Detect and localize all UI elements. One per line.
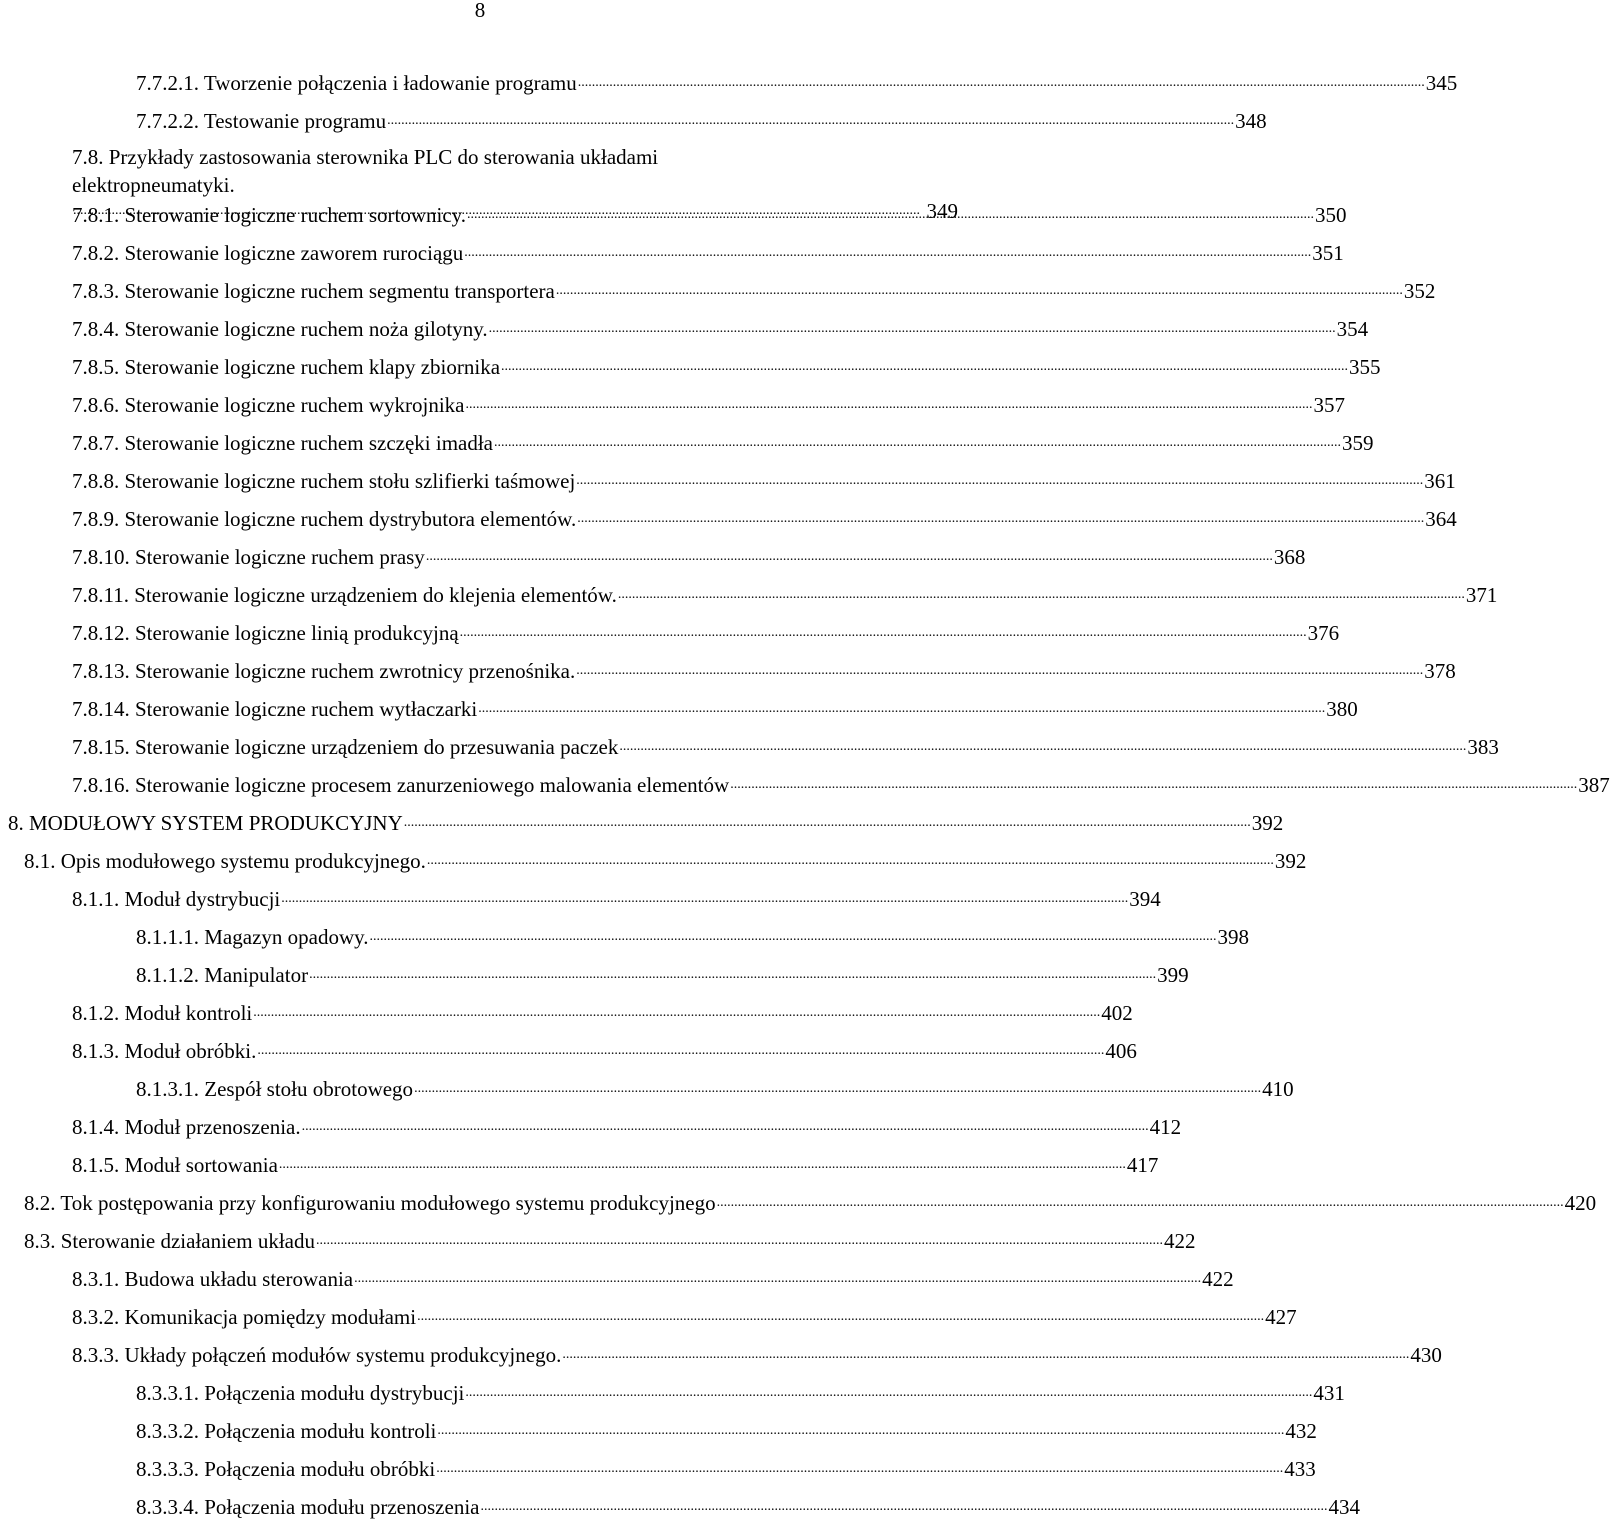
dot-leader — [437, 1424, 1284, 1438]
toc-entry-number: 8.3.1. — [72, 1267, 120, 1291]
toc-entry-number: 8.3. — [24, 1229, 56, 1253]
toc-entry-page: 376 — [1307, 621, 1340, 645]
toc-entry-number: 8.1.3.1. — [136, 1077, 199, 1101]
dot-leader — [618, 588, 1465, 602]
toc-entry-text: Zespół stołu obrotowego — [204, 1077, 414, 1101]
toc-entry-title — [24, 1228, 315, 1254]
toc-entry-text: Tworzenie połączenia i ładowanie programu — [203, 71, 577, 95]
toc-entry-number: 8.3.3.2. — [136, 1419, 199, 1443]
toc-entry-title — [72, 1114, 301, 1140]
toc-entry-number: 8.1.3. — [72, 1039, 120, 1063]
toc-entry-title — [72, 278, 555, 304]
toc-entry-text: Przykłady zastosowania sterownika PLC do sterowania układami — [108, 145, 659, 169]
toc-entry-text: Magazyn opadowy. — [204, 925, 369, 949]
toc-entry-number: 8.3.3.3. — [136, 1457, 199, 1481]
toc-entry[interactable] — [72, 882, 1161, 912]
dot-leader — [501, 360, 1348, 374]
toc-entry-page: 387 — [1578, 773, 1610, 797]
toc-entry-page: 349 — [926, 199, 958, 223]
toc-entry-number: 7.8.4. — [72, 317, 120, 341]
toc-entry[interactable] — [72, 578, 1498, 608]
toc-entry[interactable] — [72, 350, 1381, 380]
dot-leader — [478, 702, 1325, 716]
toc-entry-number: 7.8.11. — [72, 583, 129, 607]
toc-entry-title — [136, 962, 308, 988]
toc-entry[interactable] — [72, 1148, 1159, 1178]
toc-entry-number: 7.8.3. — [72, 279, 120, 303]
toc-entry-page: 430 — [1410, 1343, 1442, 1367]
toc-entry-number: 7.7.2.1. — [136, 71, 199, 95]
toc-entry-number: 7.8.9. — [72, 507, 120, 531]
toc-entry-page: 392 — [1251, 811, 1284, 835]
toc-entry-number: 8.1.5. — [72, 1153, 120, 1177]
toc-entry-text: Sterowanie działaniem układu — [60, 1229, 315, 1253]
toc-entry-page: 399 — [1157, 963, 1189, 987]
toc-entry-number: 7.8.5. — [72, 355, 120, 379]
toc-entry-number: 7.8.2. — [72, 241, 120, 265]
toc-entry-title — [8, 810, 403, 836]
toc-entry-title — [72, 772, 729, 798]
toc-entry-text: Sterowanie logiczne urządzeniem do przesuwania paczek — [135, 735, 619, 759]
toc-entry-text: Tok postępowania przy konfigurowaniu modułowego systemu produkcyjnego — [60, 1191, 716, 1215]
toc-entry-text: Sterowanie logiczne ruchem dystrybutora elementów. — [124, 507, 577, 531]
toc-entry-text: Moduł przenoszenia. — [124, 1115, 301, 1139]
toc-entry-text: Moduł dystrybucji — [124, 887, 281, 911]
toc-entry[interactable] — [24, 1186, 1597, 1216]
toc-entry-text: Sterowanie logiczne ruchem szczęki imadła — [124, 431, 494, 455]
dot-leader — [464, 246, 1311, 260]
toc-entry-title — [136, 108, 386, 134]
toc-entry-title — [72, 620, 459, 646]
dot-leader — [370, 930, 1217, 944]
toc-entry[interactable] — [136, 1072, 1294, 1102]
toc-entry-text: Budowa układu sterowania — [124, 1267, 354, 1291]
toc-entry-title — [72, 696, 477, 722]
toc-entry-text-continuation: elektropneumatyki. — [72, 173, 235, 197]
toc-entry-text: Moduł sortowania — [124, 1153, 278, 1177]
toc-entry-page: 406 — [1105, 1039, 1137, 1063]
toc-entry-number: 8.1.1.2. — [136, 963, 199, 987]
dot-leader — [414, 1082, 1261, 1096]
toc-entry-title — [72, 354, 500, 380]
dot-leader — [480, 1500, 1327, 1514]
toc-entry-page: 383 — [1467, 735, 1499, 759]
dot-leader — [253, 1006, 1100, 1020]
toc-entry-text: Sterowanie logiczne procesem zanurzeniowego malowania elementów — [135, 773, 730, 797]
toc-entry-text: Moduł obróbki. — [124, 1039, 257, 1063]
dot-leader — [578, 76, 1425, 90]
dot-leader — [426, 550, 1273, 564]
toc-entry-text: Sterowanie logiczne ruchem noża gilotyny. — [124, 317, 488, 341]
toc-entry-page: 431 — [1313, 1381, 1345, 1405]
dot-leader — [309, 968, 1156, 982]
toc-entry-page: 427 — [1265, 1305, 1297, 1329]
toc-entry-page: 417 — [1126, 1153, 1159, 1177]
toc-entry[interactable] — [72, 1110, 1182, 1140]
toc-entry-number: 7.8.8. — [72, 469, 120, 493]
toc-entry[interactable] — [72, 1300, 1297, 1330]
dot-leader — [489, 322, 1336, 336]
toc-entry-page: 359 — [1342, 431, 1374, 455]
toc-entry-number: 7.8.6. — [72, 393, 120, 417]
toc-entry-text: Komunikacja pomiędzy modułami — [124, 1305, 417, 1329]
toc-entry-number: 7.8.10. — [72, 545, 130, 569]
dot-leader — [717, 1196, 1564, 1210]
toc-entry-text: Sterowanie logiczne zaworem rurociągu — [124, 241, 464, 265]
toc-entry-page: 352 — [1403, 279, 1436, 303]
toc-entry-page: 368 — [1273, 545, 1306, 569]
toc-entry[interactable] — [136, 1414, 1317, 1444]
toc-entry-number: 7.8.16. — [72, 773, 130, 797]
toc-entry-page: 380 — [1326, 697, 1358, 721]
dot-leader — [619, 740, 1466, 754]
toc-entry-title — [136, 1456, 435, 1482]
toc-entry[interactable] — [72, 464, 1456, 494]
toc-entry-page: 412 — [1149, 1115, 1182, 1139]
toc-entry-text: Sterowanie logiczne ruchem stołu szlifierki taśmowej — [124, 469, 576, 493]
dot-leader — [465, 1386, 1312, 1400]
toc-entry-number: 7.8.7. — [72, 431, 120, 455]
toc-entry-title — [72, 658, 575, 684]
toc-entry-number: 7.8.13. — [72, 659, 130, 683]
toc-entry[interactable] — [8, 806, 1284, 836]
toc-entry-title — [136, 924, 369, 950]
toc-entry-title — [72, 1038, 256, 1064]
toc-entry[interactable] — [72, 1338, 1442, 1368]
toc-entry[interactable] — [72, 768, 1610, 798]
toc-entry-text: Sterowanie logiczne ruchem sortownicy. — [124, 203, 467, 227]
toc-entry-title — [24, 1190, 716, 1216]
toc-entry-title — [72, 202, 466, 228]
dot-leader — [576, 474, 1423, 488]
toc-entry-title — [72, 430, 493, 456]
toc-entry-number: 7.8.14. — [72, 697, 130, 721]
toc-entry-number: 8.3.3.1. — [136, 1381, 199, 1405]
toc-entry-text: Sterowanie logiczne linią produkcyjną — [135, 621, 459, 645]
dot-leader — [354, 1272, 1201, 1286]
toc-entry-page: 371 — [1465, 583, 1498, 607]
toc-entry[interactable] — [72, 274, 1436, 304]
dot-leader — [302, 1120, 1149, 1134]
toc-entry[interactable] — [72, 730, 1499, 760]
toc-entry-number: 8.3.3.4. — [136, 1495, 199, 1519]
toc-entry[interactable] — [136, 66, 1458, 96]
toc-entry-number: 8.1.1. — [72, 887, 120, 911]
dot-leader — [562, 1348, 1409, 1362]
toc-entry-page: 420 — [1564, 1191, 1597, 1215]
dot-leader — [404, 816, 1251, 830]
toc-entry-page: 402 — [1101, 1001, 1133, 1025]
toc-entry-page: 378 — [1424, 659, 1456, 683]
toc-entry-page: 351 — [1312, 241, 1344, 265]
toc-entry-page: 354 — [1336, 317, 1369, 341]
toc-entry-text: Połączenia modułu przenoszenia — [204, 1495, 480, 1519]
toc-entry-number: 7.8.12. — [72, 621, 130, 645]
toc-entry-page: 361 — [1424, 469, 1456, 493]
toc-entry-page: 394 — [1129, 887, 1161, 911]
toc-entry-text: Sterowanie logiczne ruchem wykrojnika — [124, 393, 465, 417]
toc-entry[interactable] — [72, 1262, 1234, 1292]
toc-entry-title — [72, 392, 464, 418]
toc-entry-text: MODUŁOWY SYSTEM PRODUKCYJNY — [29, 811, 403, 835]
toc-entry[interactable] — [72, 692, 1358, 722]
toc-entry-page: 392 — [1274, 849, 1307, 873]
toc-entry-number: 7.8.1. — [72, 203, 120, 227]
dot-leader — [556, 284, 1403, 298]
dot-leader — [316, 1234, 1163, 1248]
toc-entry[interactable] — [72, 540, 1306, 570]
toc-entry-number: 8.2. — [24, 1191, 56, 1215]
dot-leader — [577, 512, 1424, 526]
toc-entry-title — [72, 316, 488, 342]
toc-entry-page: 410 — [1262, 1077, 1294, 1101]
toc-entry-title — [72, 582, 617, 608]
dot-leader — [387, 114, 1234, 128]
toc-entry[interactable] — [136, 1452, 1316, 1482]
dot-leader — [467, 208, 1314, 222]
toc-entry-number: 8.1.2. — [72, 1001, 120, 1025]
toc-entry[interactable] — [72, 1034, 1137, 1064]
toc-entry-number: 8.1.1.1. — [136, 925, 199, 949]
toc-entry[interactable] — [136, 920, 1250, 950]
toc-entry-title — [72, 240, 463, 266]
toc-entry-page: 357 — [1313, 393, 1345, 417]
toc-entry-text: Sterowanie logiczne ruchem zwrotnicy przenośnika. — [135, 659, 576, 683]
toc-entry-number: 8.3.3. — [72, 1343, 120, 1367]
toc-entry-number: 8.1. — [24, 849, 56, 873]
page-number: 8 — [474, 0, 486, 22]
dot-leader — [460, 626, 1307, 640]
toc-entry[interactable] — [136, 958, 1189, 988]
toc-entry-title — [72, 1266, 353, 1292]
toc-entry-title — [72, 142, 958, 172]
toc-entry[interactable] — [72, 198, 1347, 228]
toc-entry-page: 422 — [1202, 1267, 1234, 1291]
toc-entry[interactable] — [72, 312, 1369, 342]
dot-leader — [417, 1310, 1264, 1324]
toc-entry-page: 434 — [1328, 1495, 1360, 1519]
toc-entry-title — [136, 1076, 413, 1102]
toc-entry-page: 364 — [1425, 507, 1457, 531]
toc-entry-text: Testowanie programu — [203, 109, 387, 133]
toc-entry[interactable] — [72, 654, 1456, 684]
toc-entry[interactable] — [24, 844, 1307, 874]
toc-entry-page: 432 — [1285, 1419, 1317, 1443]
toc-entry[interactable] — [72, 388, 1345, 418]
toc-entry-page: 348 — [1235, 109, 1267, 133]
toc-entry[interactable] — [72, 426, 1374, 456]
dot-leader — [279, 1158, 1126, 1172]
toc-entry-page: 422 — [1164, 1229, 1196, 1253]
toc-entry-title — [72, 506, 576, 532]
toc-entry[interactable] — [136, 104, 1267, 134]
toc-entry-title — [136, 1418, 436, 1444]
toc-entry-title — [72, 544, 425, 570]
toc-entry-text: Opis modułowego systemu produkcyjnego. — [60, 849, 426, 873]
toc-entry[interactable] — [72, 996, 1133, 1026]
toc-entry-title — [72, 468, 575, 494]
toc-entry-page: 355 — [1349, 355, 1381, 379]
dot-leader — [465, 398, 1312, 412]
toc-entry-text: Moduł kontroli — [124, 1001, 253, 1025]
toc-entry-page: 398 — [1217, 925, 1250, 949]
dot-leader — [576, 664, 1423, 678]
dot-leader — [257, 1044, 1104, 1058]
toc-entry-title — [136, 70, 577, 96]
dot-leader — [494, 436, 1341, 450]
toc-entry-title — [72, 734, 618, 760]
toc-entry-number: 7.8.15. — [72, 735, 130, 759]
toc-entry-text: Manipulator — [204, 963, 309, 987]
toc-entry-number: 7.8. — [72, 145, 104, 169]
toc-entry-title — [72, 1342, 561, 1368]
toc-entry-title — [136, 1380, 464, 1406]
toc-entry-text: Sterowanie logiczne urządzeniem do klejenia elementów. — [134, 583, 617, 607]
toc-entry-title — [72, 886, 280, 912]
toc-entry-text: Połączenia modułu obróbki — [204, 1457, 436, 1481]
toc-entry-number: 8.3.2. — [72, 1305, 120, 1329]
toc-entry-number: 7.7.2.2. — [136, 109, 199, 133]
toc-entry[interactable] — [72, 502, 1457, 532]
toc-entry-title — [72, 1152, 278, 1178]
toc-entry-number: 8. — [8, 811, 24, 835]
toc-entry[interactable] — [136, 1490, 1360, 1520]
toc-entry-text: Połączenia modułu dystrybucji — [204, 1381, 465, 1405]
toc-entry-page: 433 — [1284, 1457, 1316, 1481]
toc-entry[interactable] — [24, 1224, 1196, 1254]
toc-entry-title — [72, 1000, 252, 1026]
toc-entry-page: 350 — [1315, 203, 1347, 227]
toc-entry-text: Sterowanie logiczne ruchem wytłaczarki — [135, 697, 478, 721]
dot-leader — [281, 892, 1128, 906]
toc-entry-text: Połączenia modułu kontroli — [204, 1419, 437, 1443]
dot-leader — [730, 778, 1577, 792]
dot-leader — [436, 1462, 1283, 1476]
toc-entry[interactable] — [72, 616, 1340, 646]
dot-leader — [427, 854, 1274, 868]
toc-entry-text: Sterowanie logiczne ruchem klapy zbiornika — [124, 355, 501, 379]
toc-entry-title — [24, 848, 426, 874]
toc-entry-title — [72, 1304, 416, 1330]
toc-entry-text: Sterowanie logiczne ruchem segmentu transportera — [124, 279, 555, 303]
toc-entry-title — [136, 1494, 479, 1520]
toc-entry[interactable] — [72, 236, 1344, 266]
toc-entry[interactable] — [136, 1376, 1345, 1406]
toc-entry-text: Układy połączeń modułów systemu produkcyjnego. — [124, 1343, 562, 1367]
toc-entry-page: 345 — [1425, 71, 1458, 95]
toc-entry-text: Sterowanie logiczne ruchem prasy — [135, 545, 425, 569]
toc-entry-number: 8.1.4. — [72, 1115, 120, 1139]
